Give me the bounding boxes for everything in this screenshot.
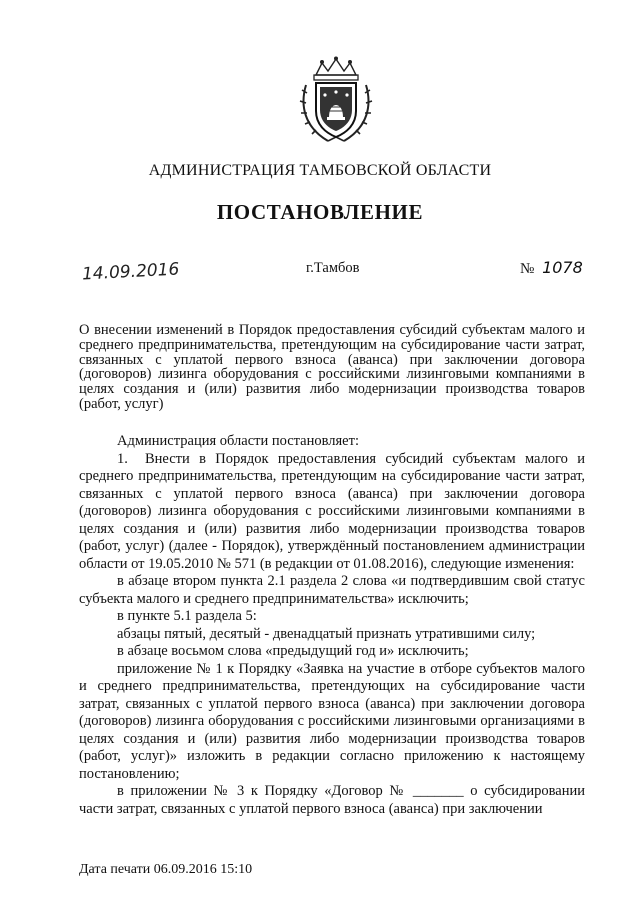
coat-of-arms-icon bbox=[298, 55, 374, 145]
item-1-number: 1. bbox=[117, 450, 128, 467]
document-type-title: ПОСТАНОВЛЕНИЕ bbox=[216, 200, 424, 224]
paragraph: в абзаце восьмом слова «предыдущий год и» исключить; bbox=[117, 643, 469, 659]
number-value: 1078 bbox=[542, 258, 583, 277]
intro-paragraph: Администрация области постановляет: bbox=[117, 433, 359, 449]
paragraph: в приложении № 3 к Порядку «Договор № _______ о субсидировании части затрат, связанных с уплатой первого взноса (аванса) при заключении bbox=[79, 783, 585, 817]
print-date: Дата печати 06.09.2016 15:10 bbox=[79, 862, 253, 877]
item-1-text: Внести в Порядок предоставления субсидий субъектам малого и среднего предпринимательства, претендующим на субсидирование части затрат, связанных с уплатой первого взноса (аванса) при заключении договора (договоров) лизинга оборудования с российскими лизинговыми компаниями в целях создания и (или) развития либо модернизации производства товаров (работ, услуг) (далее - Порядок), утверждённый постановлением администрации области от 19.05.2010 № 571 (в редакции от 01.08.2016), следующие изменения: bbox=[79, 450, 585, 572]
paragraph: в пункте 5.1 раздела 5: bbox=[117, 608, 257, 624]
paragraph: приложение № 1 к Порядку «Заявка на участие в отборе субъектов малого и среднего предпринимательства, претендующих на субсидирование части затрат, связанных с уплатой первого взноса (аванса) при заключении договора (договоров) лизинга оборудования с российскими лизинговыми организациями в целях создания и (или) развития либо модернизации производства товаров (работ, услуг)» изложить в редакции согласно приложению к настоящему постановлению; bbox=[79, 660, 585, 782]
document-body bbox=[79, 433, 585, 818]
document-number bbox=[520, 258, 583, 278]
paragraph: абзацы пятый, десятый - двенадцатый признать утратившими силу; bbox=[117, 625, 536, 642]
paragraph: в абзаце втором пункта 2.1 раздела 2 слова «и подтвердившим свой статус субъекта малого и среднего предпринимательства» исключить; bbox=[79, 573, 585, 607]
number-prefix: № bbox=[520, 261, 535, 277]
document-subject: О внесении изменений в Порядок предоставления субсидий субъектам малого и среднего предпринимательства, претендующим на субсидирование части затрат, связанных с уплатой первого взноса (аванса) при заключении договора (договоров) лизинга оборудования с российскими лизинговыми компаниями в целях создания и (или) развития либо модернизации производства товаров (работ, услуг) bbox=[79, 322, 585, 412]
document-date: 14.09.2016 bbox=[81, 259, 180, 285]
document-city: г.Тамбов bbox=[306, 260, 360, 276]
organization-title: АДМИНИСТРАЦИЯ ТАМБОВСКОЙ ОБЛАСТИ bbox=[148, 162, 492, 179]
item-1-paragraph bbox=[79, 451, 585, 574]
